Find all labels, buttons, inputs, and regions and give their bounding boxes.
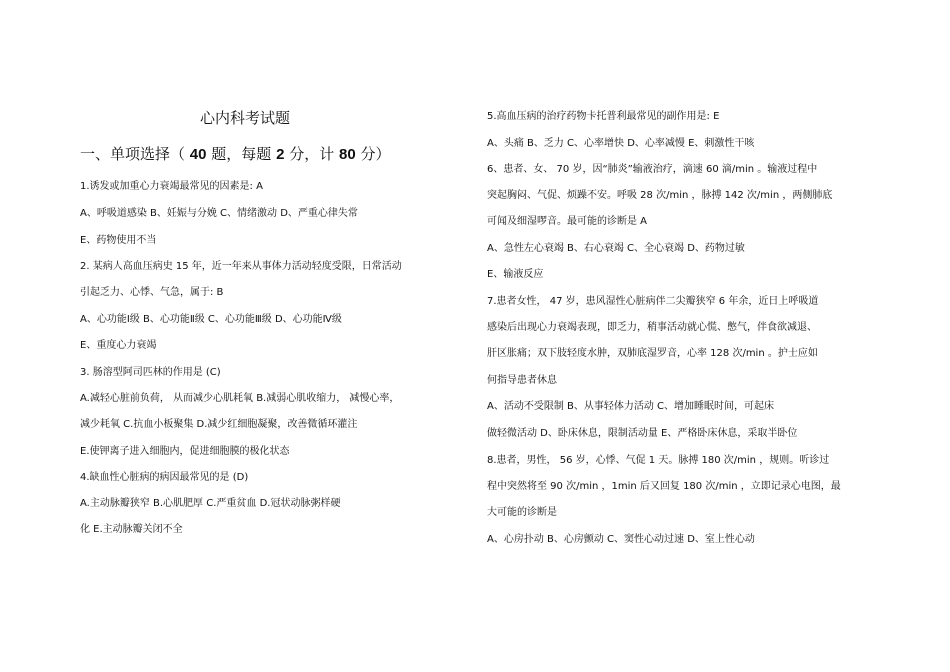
q4-stem: 4.缺血性心脏病的病因最常见的是 (D) [80,472,249,483]
q2-options: A、心功能Ⅰ级 B、心功能Ⅱ级 C、心功能Ⅲ级 D、心功能Ⅳ级 [80,314,342,325]
q3-stem: 3. 肠溶型阿司匹林的作用是 (C) [80,367,221,378]
q7-stem-cont-3: 何指导患者休息 [487,375,557,386]
q3-options-cont: 减少耗氧 C.抗血小板聚集 D.减少红细胞凝聚，改善微循环灌注 [80,419,358,430]
q8-options: A、心房扑动 B、心房颤动 C、窦性心动过速 D、室上性心动 [487,534,755,545]
q8-stem: 8.患者，男性， 56 岁，心悸、气促 1 天。脉搏 180 次/min ，规则。听诊过 [487,455,830,466]
q7-stem-cont-2: 肝区胀痛；双下肢轻度水肿，双肺底湿罗音，心率 128 次/min 。护士应如 [487,348,818,359]
q2-option-e: E、重度心力衰竭 [80,340,157,351]
q6-stem: 6、患者、女、 70 岁，因“肺炎”输液治疗，滴速 60 滴/min 。输液过程中 [487,164,818,175]
section-heading: 一、单项选择（ 40 题，每题 2 分，计 80 分） [80,145,391,163]
q7-stem: 7.患者女性， 47 岁，患风湿性心脏病伴二尖瓣狭窄 6 年余，近日上呼吸道 [487,296,819,307]
q1-option-e: E、药物使用不当 [80,235,157,246]
q8-stem-cont-2: 大可能的诊断是 [487,507,557,518]
q4-options-cont: 化 E.主动脉瓣关闭不全 [80,524,183,535]
q3-options: A.减轻心脏前负荷， 从而减少心肌耗氧 B.减弱心肌收缩力， 减慢心率， [80,393,400,404]
q3-option-e: E.使钾离子进入细胞内，促进细胞膜的极化状态 [80,446,290,457]
q2-stem: 2. 某病人高血压病史 15 年，近一年来从事体力活动轻度受限，日常活动 [80,261,402,272]
q6-options: A、急性左心衰竭 B、右心衰竭 C、全心衰竭 D、药物过敏 [487,243,745,254]
q7-stem-cont-1: 感染后出现心力衰竭表现，即乏力，稍事活动就心慌、憋气，伴食欲减退、 [487,322,817,333]
q6-option-e: E、输液反应 [487,269,544,280]
q4-options: A.主动脉瓣狭窄 B.心肌肥厚 C.严重贫血 D.冠状动脉粥样硬 [80,498,341,509]
q6-stem-cont-1: 突起胸闷、气促、烦躁不安。呼吸 28 次/min ，脉搏 142 次/min ，两侧肺底 [487,190,833,201]
q1-stem: 1.诱发或加重心力衰竭最常见的因素是: A [80,181,263,192]
q6-stem-cont-2: 可闻及细湿啰音。最可能的诊断是 A [487,216,648,227]
q5-stem: 5.高血压病的治疗药物卡托普利最常见的副作用是: E [487,111,720,122]
page-title: 心内科考试题 [200,109,291,127]
q7-options-cont: 做轻微活动 D、卧床休息，限制活动量 E、严格卧床休息，采取半卧位 [487,428,798,439]
q5-options: A、头痛 B、乏力 C、心率增快 D、心率减慢 E、刺激性干咳 [487,138,755,149]
q7-options: A、活动不受限制 B、从事轻体力活动 C、增加睡眠时间，可起床 [487,401,775,412]
q2-stem-cont: 引起乏力、心悸、气急，属于: B [80,287,224,298]
q1-options: A、呼吸道感染 B、妊娠与分娩 C、情绪激动 D、严重心律失常 [80,208,358,219]
q8-stem-cont-1: 程中突然将至 90 次/min ，1min 后又回复 180 次/min ，立即记录心电图，最 [487,481,841,492]
